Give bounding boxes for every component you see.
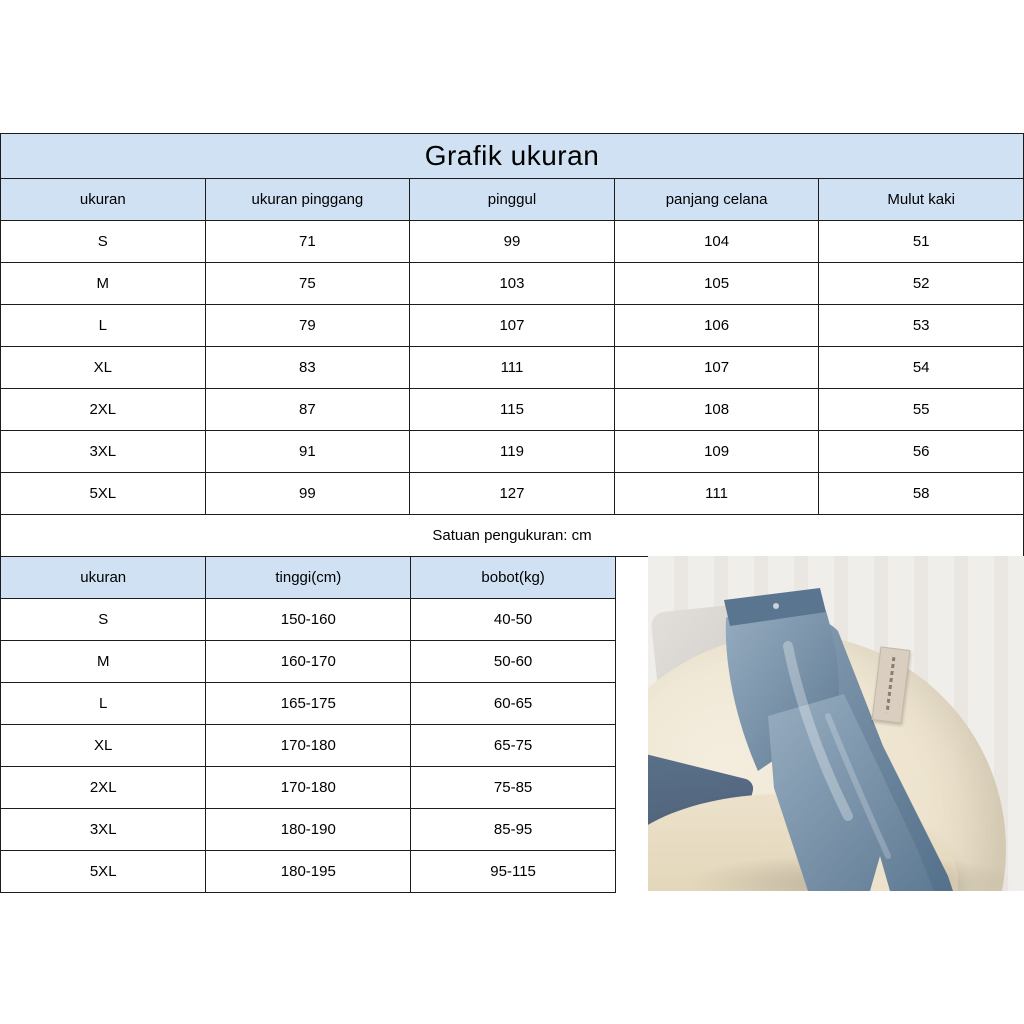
table-row [1, 809, 616, 851]
size-label-cell: 2XL [1, 767, 206, 809]
header-row [1, 557, 616, 599]
value-cell: 75-85 [411, 767, 616, 809]
page-title: Grafik ukuran [1, 134, 1024, 179]
column-header-pinggul: pinggul [410, 179, 615, 221]
value-cell: 108 [614, 389, 819, 431]
value-cell: 75 [205, 263, 410, 305]
value-cell: 71 [205, 221, 410, 263]
value-cell: 107 [410, 305, 615, 347]
size-label-cell: 2XL [1, 389, 206, 431]
value-cell: 99 [410, 221, 615, 263]
size-label-cell: S [1, 221, 206, 263]
value-cell: 170-180 [206, 767, 411, 809]
value-cell: 103 [410, 263, 615, 305]
value-cell: 95-115 [411, 851, 616, 893]
size-label-cell: L [1, 305, 206, 347]
value-cell: 99 [205, 473, 410, 515]
table-row [1, 473, 1024, 515]
value-cell: 180-195 [206, 851, 411, 893]
product-photo [648, 556, 1024, 891]
value-cell: 111 [410, 347, 615, 389]
value-cell: 52 [819, 263, 1024, 305]
title-row [1, 134, 1024, 179]
value-cell: 79 [205, 305, 410, 347]
size-label-cell: XL [1, 725, 206, 767]
table-row [1, 347, 1024, 389]
value-cell: 165-175 [206, 683, 411, 725]
jeans [648, 556, 1024, 891]
value-cell: 53 [819, 305, 1024, 347]
value-cell: 87 [205, 389, 410, 431]
size-label-cell: S [1, 599, 206, 641]
column-header-ukuran: ukuran [1, 557, 206, 599]
value-cell: 50-60 [411, 641, 616, 683]
table-row [1, 767, 616, 809]
column-header-panjang: panjang celana [614, 179, 819, 221]
value-cell: 150-160 [206, 599, 411, 641]
table-row [1, 305, 1024, 347]
value-cell: 180-190 [206, 809, 411, 851]
body-measurement-table [0, 556, 616, 893]
table-row [1, 263, 1024, 305]
measurement-unit-note: Satuan pengukuran: cm [1, 515, 1024, 557]
size-label-cell: 3XL [1, 431, 206, 473]
column-header-bobot: bobot(kg) [411, 557, 616, 599]
value-cell: 60-65 [411, 683, 616, 725]
table-row [1, 851, 616, 893]
value-cell: 111 [614, 473, 819, 515]
value-cell: 85-95 [411, 809, 616, 851]
value-cell: 65-75 [411, 725, 616, 767]
value-cell: 160-170 [206, 641, 411, 683]
value-cell: 56 [819, 431, 1024, 473]
table-row [1, 641, 616, 683]
table-row [1, 725, 616, 767]
size-label-cell: M [1, 263, 206, 305]
value-cell: 106 [614, 305, 819, 347]
value-cell: 91 [205, 431, 410, 473]
value-cell: 119 [410, 431, 615, 473]
column-header-mulut-kaki: Mulut kaki [819, 179, 1024, 221]
size-label-cell: 3XL [1, 809, 206, 851]
column-header-ukuran: ukuran [1, 179, 206, 221]
table-row [1, 221, 1024, 263]
value-cell: 58 [819, 473, 1024, 515]
value-cell: 104 [614, 221, 819, 263]
table-row [1, 431, 1024, 473]
size-label-cell: M [1, 641, 206, 683]
value-cell: 55 [819, 389, 1024, 431]
table-row [1, 683, 616, 725]
table-row [1, 599, 616, 641]
size-label-cell: XL [1, 347, 206, 389]
value-cell: 54 [819, 347, 1024, 389]
header-row [1, 179, 1024, 221]
table-row [1, 389, 1024, 431]
column-header-tinggi: tinggi(cm) [206, 557, 411, 599]
value-cell: 127 [410, 473, 615, 515]
value-cell: 105 [614, 263, 819, 305]
size-label-cell: L [1, 683, 206, 725]
value-cell: 170-180 [206, 725, 411, 767]
column-header-pinggang: ukuran pinggang [205, 179, 410, 221]
size-label-cell: 5XL [1, 473, 206, 515]
value-cell: 115 [410, 389, 615, 431]
size-label-cell: 5XL [1, 851, 206, 893]
value-cell: 51 [819, 221, 1024, 263]
size-chart-table [0, 133, 1024, 557]
value-cell: 107 [614, 347, 819, 389]
value-cell: 40-50 [411, 599, 616, 641]
footer-row [1, 515, 1024, 557]
value-cell: 83 [205, 347, 410, 389]
value-cell: 109 [614, 431, 819, 473]
